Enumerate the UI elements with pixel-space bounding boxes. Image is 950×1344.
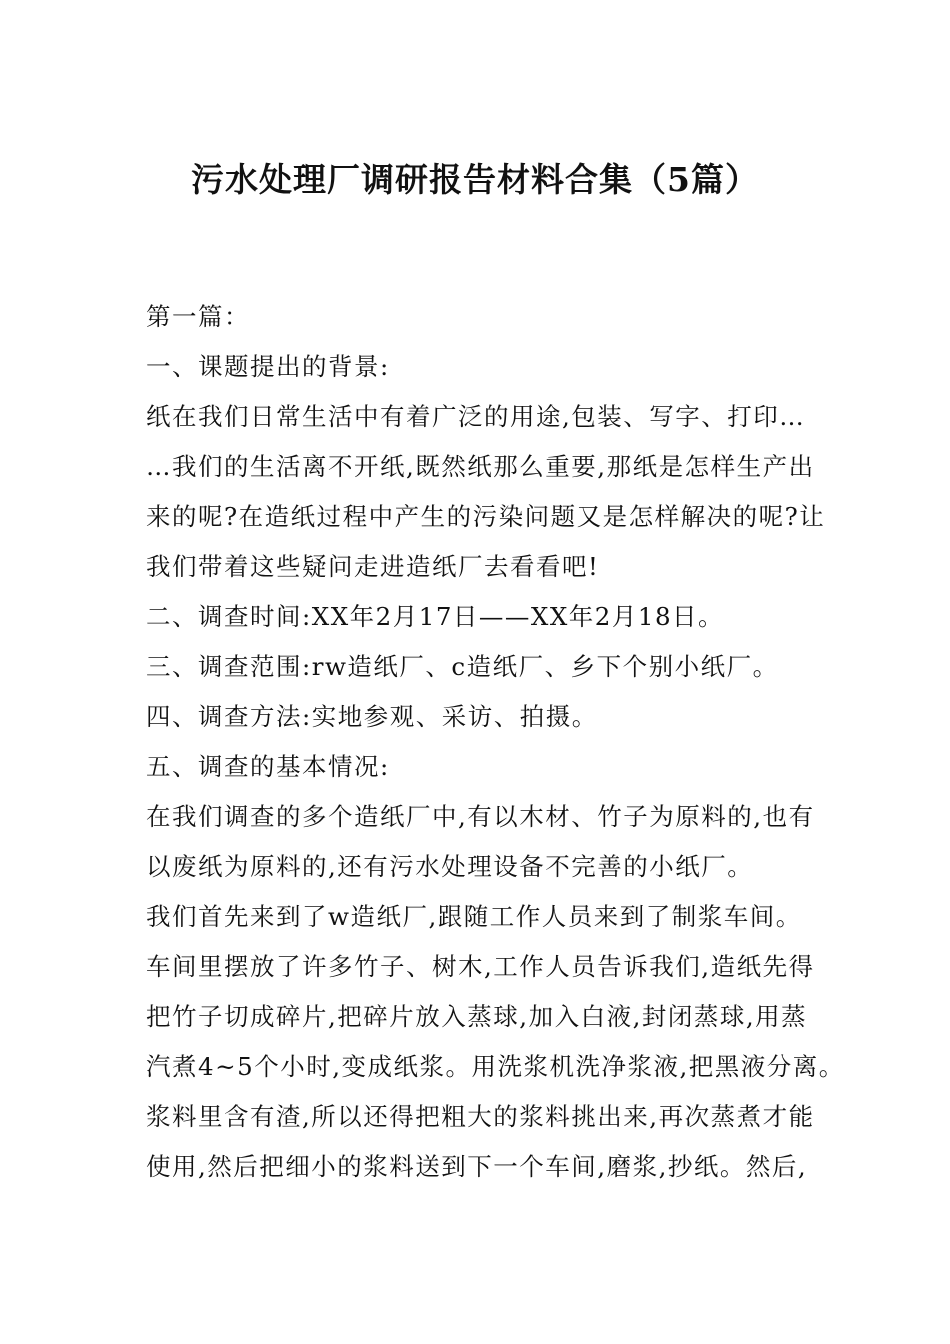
document-title: 污水处理厂调研报告材料合集（5篇）: [191, 160, 759, 199]
section-heading: 第一篇：: [146, 302, 250, 331]
paragraph-line: 车间里摆放了许多竹子、树木,工作人员告诉我们,造纸先得: [146, 952, 815, 981]
subsection-heading: 五、调查的基本情况:: [146, 752, 390, 781]
paragraph-line: 使用,然后把细小的浆料送到下一个车间,磨浆,抄纸。然后,: [146, 1152, 808, 1181]
paragraph-line: 汽煮4~5个小时,变成纸浆。用洗浆机洗净浆液,把黑液分离。: [146, 1052, 845, 1081]
paragraph-line: 以废纸为原料的,还有污水处理设备不完善的小纸厂。: [146, 852, 754, 881]
paragraph-line: 我们首先来到了w造纸厂,跟随工作人员来到了制浆车间。: [146, 902, 802, 931]
paragraph-line: …我们的生活离不开纸,既然纸那么重要,那纸是怎样生产出: [146, 452, 815, 481]
paragraph-line: 把竹子切成碎片,把碎片放入蒸球,加入白液,封闭蒸球,用蒸: [146, 1002, 808, 1031]
paragraph-line: 浆料里含有渣,所以还得把粗大的浆料挑出来,再次蒸煮才能: [146, 1102, 815, 1131]
paragraph-line: 来的呢?在造纸过程中产生的污染问题又是怎样解决的呢?让: [146, 502, 826, 531]
subsection-heading: 二、调查时间:XX年2月17日——XX年2月18日。: [146, 602, 725, 631]
paragraph-line: 纸在我们日常生活中有着广泛的用途,包装、写字、打印…: [146, 402, 806, 431]
paragraph-line: 在我们调查的多个造纸厂中,有以木材、竹子为原料的,也有: [146, 802, 815, 831]
document-body: [146, 292, 845, 1192]
subsection-heading: 一、课题提出的背景:: [146, 352, 390, 381]
paragraph-line: 我们带着这些疑问走进造纸厂去看看吧!: [146, 552, 600, 581]
subsection-heading: 四、调查方法:实地参观、采访、拍摄。: [146, 702, 598, 731]
subsection-heading: 三、调查范围:rw造纸厂、c造纸厂、乡下个别小纸厂。: [146, 652, 779, 681]
